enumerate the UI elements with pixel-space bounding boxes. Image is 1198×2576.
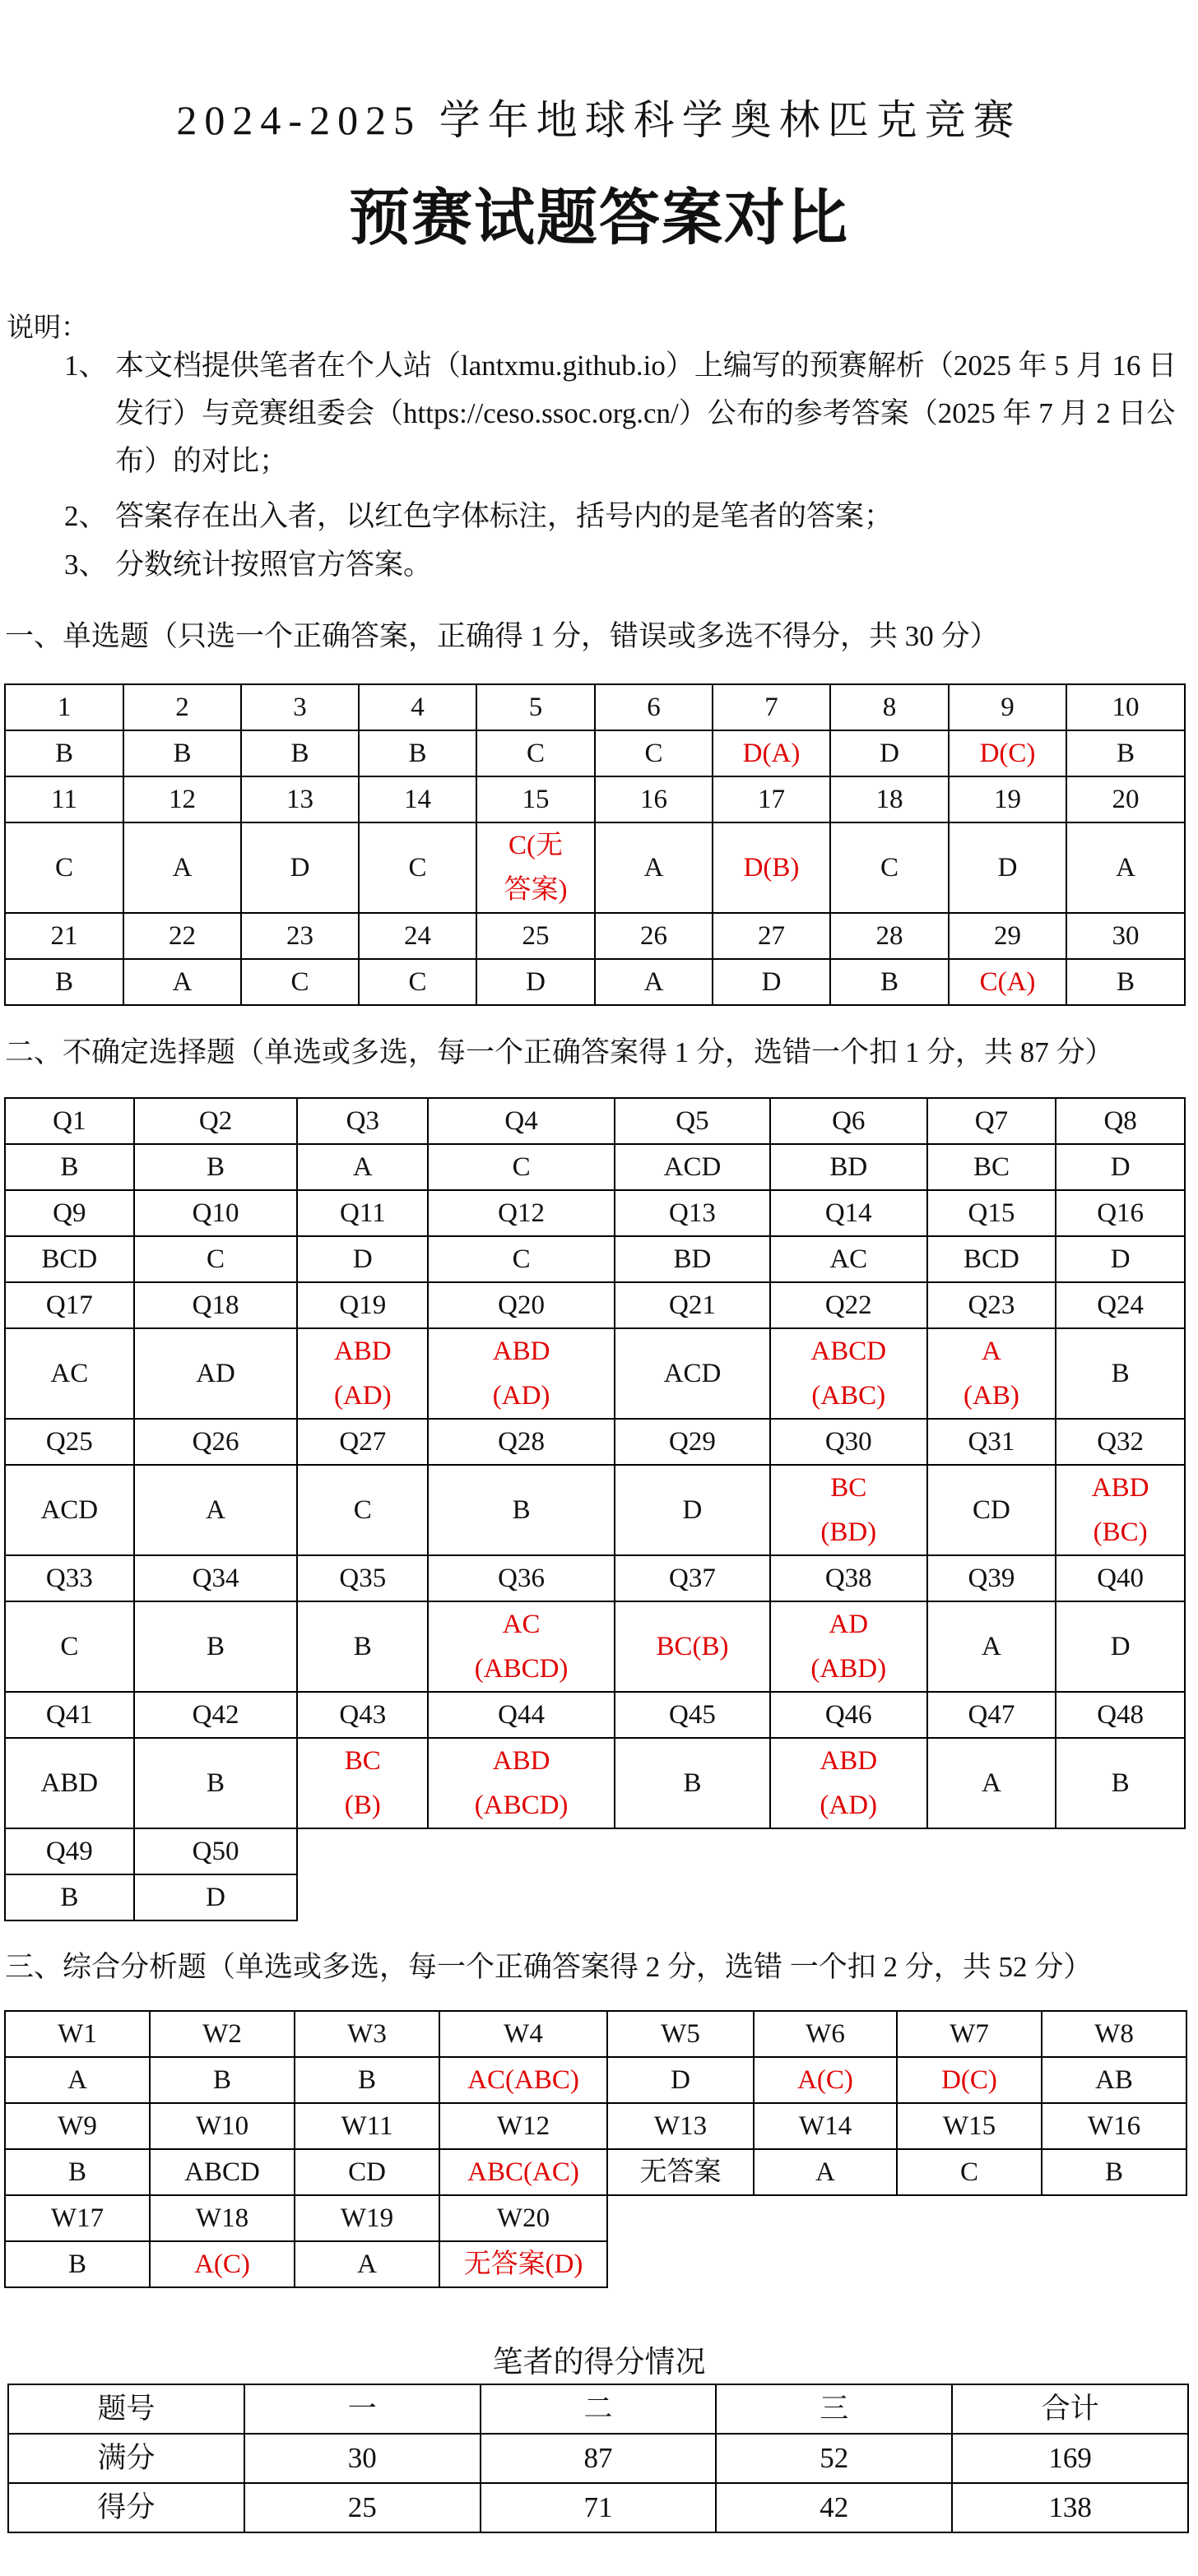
question-number-cell: W17 [5, 2195, 150, 2241]
answer-cell: D [1056, 1144, 1185, 1190]
question-number-cell: 17 [713, 776, 830, 822]
question-number-cell: W19 [295, 2195, 439, 2241]
question-number-cell: Q1 [5, 1098, 134, 1144]
empty-cell [754, 2241, 897, 2287]
question-number-cell: 2 [123, 684, 241, 730]
answer-cell: B [295, 2057, 439, 2103]
question-number-row [5, 913, 1185, 959]
question-number-cell: Q8 [1056, 1098, 1185, 1144]
question-number-cell: Q49 [5, 1828, 134, 1874]
answer-cell: D(C) [897, 2057, 1042, 2103]
note-text: 分数统计按照官方答案。 [115, 549, 433, 581]
answer-cell: A [134, 1465, 298, 1555]
question-number-cell: Q33 [5, 1555, 134, 1601]
question-number-row [5, 2011, 1186, 2057]
answer-cell: BD [615, 1236, 770, 1282]
score-row [8, 2483, 1188, 2532]
question-number-row [5, 684, 1185, 730]
answer-cell: C [359, 822, 476, 913]
answer-cell: B [134, 1144, 298, 1190]
score-row-label: 满分 [8, 2434, 244, 2483]
question-number-cell: W3 [295, 2011, 439, 2057]
answer-cell: B [5, 1144, 134, 1190]
question-number-cell: W11 [295, 2103, 439, 2149]
question-number-cell: Q2 [134, 1098, 298, 1144]
question-number-cell: Q4 [428, 1098, 615, 1144]
question-number-cell: W2 [150, 2011, 295, 2057]
answer-cell: C [134, 1236, 298, 1282]
question-number-cell: 9 [949, 684, 1066, 730]
question-number-cell: W18 [150, 2195, 295, 2241]
empty-cell [897, 2241, 1042, 2287]
question-number-cell: 19 [949, 776, 1066, 822]
answer-row [5, 730, 1185, 776]
answer-cell: B [5, 959, 123, 1005]
question-number-cell: 18 [830, 776, 949, 822]
answer-cell: ABD [5, 1738, 134, 1828]
question-number-cell: Q10 [134, 1190, 298, 1236]
answer-cell: AD (ABD) [770, 1601, 927, 1692]
note-item-1 [0, 342, 1198, 490]
answer-row [5, 822, 1185, 913]
question-number-cell: Q17 [5, 1282, 134, 1328]
answer-cell: BC (B) [297, 1738, 428, 1828]
answer-cell: B [123, 730, 241, 776]
empty-cell [770, 1828, 927, 1874]
single-choice-answer-table [4, 683, 1186, 1006]
empty-cell [607, 2195, 754, 2241]
answer-cell: B [359, 730, 476, 776]
empty-cell [754, 2195, 897, 2241]
answer-cell: B [241, 730, 359, 776]
answer-row [5, 2149, 1186, 2195]
question-number-cell: Q11 [297, 1190, 428, 1236]
question-number-cell: Q29 [615, 1419, 770, 1465]
question-number-cell: Q28 [428, 1419, 615, 1465]
question-number-cell: Q5 [615, 1098, 770, 1144]
question-number-cell: Q21 [615, 1282, 770, 1328]
question-number-cell: 24 [359, 913, 476, 959]
answer-cell: A [123, 822, 241, 913]
question-number-cell: 21 [5, 913, 123, 959]
answer-cell: 无答案 [607, 2149, 754, 2195]
answer-cell: B [830, 959, 949, 1005]
question-number-cell: Q46 [770, 1692, 927, 1738]
answer-cell: A [1066, 822, 1185, 913]
question-number-row [5, 776, 1185, 822]
section-heading-single-choice: 一、单选题（只选一个正确答案，正确得 1 分，错误或多选不得分，共 30 分） [5, 620, 999, 652]
answer-cell: C [476, 730, 595, 776]
question-number-cell: W4 [439, 2011, 607, 2057]
answer-cell: AB [1042, 2057, 1186, 2103]
question-number-cell: W1 [5, 2011, 150, 2057]
question-number-cell: W20 [439, 2195, 607, 2241]
empty-cell [615, 1874, 770, 1920]
question-number-cell: 4 [359, 684, 476, 730]
answer-cell: BC (BD) [770, 1465, 927, 1555]
document-title-line2: 预赛试题答案对比 [349, 183, 849, 253]
question-number-row [5, 1419, 1185, 1465]
question-number-cell: Q22 [770, 1282, 927, 1328]
question-number-cell: Q30 [770, 1419, 927, 1465]
question-number-cell: 25 [476, 913, 595, 959]
answer-cell: C [359, 959, 476, 1005]
question-number-cell: 6 [595, 684, 713, 730]
question-number-cell: Q41 [5, 1692, 134, 1738]
answer-cell: C [428, 1144, 615, 1190]
answer-cell: CD [295, 2149, 439, 2195]
answer-cell: ABD (AD) [297, 1328, 428, 1419]
answer-cell: BC [927, 1144, 1056, 1190]
question-number-cell: 12 [123, 776, 241, 822]
answer-cell: B [1056, 1328, 1185, 1419]
question-number-cell: Q47 [927, 1692, 1056, 1738]
question-number-cell: W12 [439, 2103, 607, 2149]
answer-cell: ABC(AC) [439, 2149, 607, 2195]
question-number-cell: W15 [897, 2103, 1042, 2149]
empty-cell [1042, 2241, 1186, 2287]
score-cell: 138 [952, 2483, 1188, 2532]
empty-cell [615, 1828, 770, 1874]
score-cell: 169 [952, 2434, 1188, 2483]
question-number-cell: Q14 [770, 1190, 927, 1236]
question-number-cell: Q34 [134, 1555, 298, 1601]
answer-cell: A [595, 959, 713, 1005]
score-cell: 一 [244, 2384, 481, 2434]
empty-cell [927, 1828, 1056, 1874]
question-number-cell: W13 [607, 2103, 754, 2149]
question-number-cell: 3 [241, 684, 359, 730]
answer-cell: B [5, 2149, 150, 2195]
multiple-choice-answer-table [4, 1097, 1186, 1921]
score-row [8, 2434, 1188, 2483]
question-number-cell: Q45 [615, 1692, 770, 1738]
question-number-cell: Q23 [927, 1282, 1056, 1328]
answer-cell: D [949, 822, 1066, 913]
question-number-cell: 20 [1066, 776, 1185, 822]
empty-cell [1056, 1828, 1185, 1874]
question-number-cell: W7 [897, 2011, 1042, 2057]
answer-cell: ABCD [150, 2149, 295, 2195]
answer-cell: A (AB) [927, 1328, 1056, 1419]
question-number-cell: Q20 [428, 1282, 615, 1328]
answer-row [5, 1738, 1185, 1828]
empty-cell [1042, 2195, 1186, 2241]
answer-row [5, 1328, 1185, 1419]
question-number-cell: 27 [713, 913, 830, 959]
answer-cell: C [5, 1601, 134, 1692]
question-number-row [5, 2195, 1186, 2241]
empty-cell [297, 1828, 428, 1874]
question-number-cell: 14 [359, 776, 476, 822]
answer-cell: B [150, 2057, 295, 2103]
answer-cell: ACD [615, 1144, 770, 1190]
answer-cell: B [1066, 959, 1185, 1005]
question-number-row [5, 1828, 1185, 1874]
answer-row [5, 1601, 1185, 1692]
question-number-cell: Q18 [134, 1282, 298, 1328]
answer-row [5, 1874, 1185, 1920]
score-row-label: 题号 [8, 2384, 244, 2434]
answer-cell: B [5, 1874, 134, 1920]
question-number-cell: Q12 [428, 1190, 615, 1236]
score-summary-table [7, 2384, 1189, 2533]
question-number-cell: 15 [476, 776, 595, 822]
question-number-cell: Q50 [134, 1828, 298, 1874]
answer-cell: B [615, 1738, 770, 1828]
answer-cell: 无答案(D) [439, 2241, 607, 2287]
empty-cell [897, 2195, 1042, 2241]
answer-cell: C(无 答案) [476, 822, 595, 913]
answer-row [5, 959, 1185, 1005]
question-number-cell: Q43 [297, 1692, 428, 1738]
empty-cell [770, 1874, 927, 1920]
score-cell: 三 [716, 2384, 952, 2434]
answer-cell: D [607, 2057, 754, 2103]
question-number-cell: 7 [713, 684, 830, 730]
score-summary-title: 笔者的得分情况 [492, 2344, 706, 2379]
empty-cell [927, 1874, 1056, 1920]
answer-cell: C [5, 822, 123, 913]
note-text: 答案存在出入者，以红色字体标注，括号内的是笔者的答案； [115, 500, 894, 532]
score-cell: 87 [481, 2434, 717, 2483]
question-number-cell: 29 [949, 913, 1066, 959]
answer-cell: D [134, 1874, 298, 1920]
question-number-cell: W10 [150, 2103, 295, 2149]
question-number-row [5, 2103, 1186, 2149]
score-cell: 52 [716, 2434, 952, 2483]
answer-cell: A(C) [150, 2241, 295, 2287]
answer-cell: D [615, 1465, 770, 1555]
answer-cell: ABCD (ABC) [770, 1328, 927, 1419]
question-number-cell: Q35 [297, 1555, 428, 1601]
answer-cell: C [428, 1236, 615, 1282]
answer-cell: BCD [927, 1236, 1056, 1282]
answer-cell: B [5, 2241, 150, 2287]
answer-cell: ABD (BC) [1056, 1465, 1185, 1555]
answer-cell: D [830, 730, 949, 776]
document-title-line1: 2024-2025 学年地球科学奥林匹克竞赛 [176, 97, 1022, 143]
note-number: 3、 [64, 549, 108, 581]
question-number-cell: Q44 [428, 1692, 615, 1738]
section-heading-comprehensive: 三、综合分析题（单选或多选，每一个正确答案得 2 分，选错 一个扣 2 分，共 52 分） [5, 1951, 1093, 1983]
question-number-cell: Q9 [5, 1190, 134, 1236]
question-number-cell: 1 [5, 684, 123, 730]
answer-cell: A [123, 959, 241, 1005]
question-number-cell: W9 [5, 2103, 150, 2149]
answer-cell: C [897, 2149, 1042, 2195]
answer-cell: D [1056, 1236, 1185, 1282]
answer-cell: D(A) [713, 730, 830, 776]
question-number-cell: 30 [1066, 913, 1185, 959]
score-cell: 25 [244, 2483, 481, 2532]
question-number-row [5, 1190, 1185, 1236]
question-number-cell: 11 [5, 776, 123, 822]
answer-cell: A [297, 1144, 428, 1190]
answer-cell: B [297, 1601, 428, 1692]
answer-cell: D [241, 822, 359, 913]
question-number-row [5, 1692, 1185, 1738]
question-number-cell: Q13 [615, 1190, 770, 1236]
question-number-cell: Q42 [134, 1692, 298, 1738]
question-number-cell: W6 [754, 2011, 897, 2057]
answer-cell: ABD (AD) [428, 1328, 615, 1419]
empty-cell [428, 1828, 615, 1874]
question-number-cell: Q40 [1056, 1555, 1185, 1601]
question-number-cell: 26 [595, 913, 713, 959]
question-number-cell: 13 [241, 776, 359, 822]
answer-cell: B [428, 1465, 615, 1555]
answer-cell: A [927, 1601, 1056, 1692]
answer-cell: ABD (ABCD) [428, 1738, 615, 1828]
answer-cell: ABD (AD) [770, 1738, 927, 1828]
section-heading-multiple-choice: 二、不确定选择题（单选或多选，每一个正确答案得 1 分，选错一个扣 1 分，共 87 分） [5, 1036, 1114, 1068]
question-number-row [5, 1282, 1185, 1328]
answer-cell: ACD [615, 1328, 770, 1419]
answer-cell: C(A) [949, 959, 1066, 1005]
question-number-cell: Q37 [615, 1555, 770, 1601]
question-number-cell: Q48 [1056, 1692, 1185, 1738]
question-number-cell: Q7 [927, 1098, 1056, 1144]
note-item-2 [0, 493, 1198, 540]
answer-cell: A [754, 2149, 897, 2195]
answer-cell: D [297, 1236, 428, 1282]
answer-cell: BC(B) [615, 1601, 770, 1692]
score-header-row [8, 2384, 1188, 2434]
question-number-cell: W16 [1042, 2103, 1186, 2149]
answer-cell: B [1066, 730, 1185, 776]
answer-row [5, 2057, 1186, 2103]
answer-cell: B [5, 730, 123, 776]
answer-cell: A [295, 2241, 439, 2287]
answer-cell: AC(ABC) [439, 2057, 607, 2103]
note-number: 2、 [64, 500, 108, 532]
comprehensive-answer-table [4, 2010, 1187, 2288]
answer-cell: CD [927, 1465, 1056, 1555]
answer-row [5, 1465, 1185, 1555]
score-cell: 二 [481, 2384, 717, 2434]
answer-cell: C [595, 730, 713, 776]
question-number-cell: 16 [595, 776, 713, 822]
question-number-row [5, 1098, 1185, 1144]
question-number-cell: Q24 [1056, 1282, 1185, 1328]
question-number-row [5, 1555, 1185, 1601]
answer-cell: AD [134, 1328, 298, 1419]
question-number-cell: Q25 [5, 1419, 134, 1465]
question-number-cell: Q27 [297, 1419, 428, 1465]
question-number-cell: W14 [754, 2103, 897, 2149]
question-number-cell: 28 [830, 913, 949, 959]
question-number-cell: 22 [123, 913, 241, 959]
answer-row [5, 1144, 1185, 1190]
score-cell: 71 [481, 2483, 717, 2532]
empty-cell [297, 1874, 428, 1920]
question-number-cell: Q16 [1056, 1190, 1185, 1236]
answer-cell: AC (ABCD) [428, 1601, 615, 1692]
answer-cell: D [1056, 1601, 1185, 1692]
empty-cell [607, 2241, 754, 2287]
question-number-cell: Q15 [927, 1190, 1056, 1236]
answer-cell: BCD [5, 1236, 134, 1282]
answer-cell: D [476, 959, 595, 1005]
answer-cell: AC [770, 1236, 927, 1282]
question-number-cell: Q26 [134, 1419, 298, 1465]
empty-cell [428, 1874, 615, 1920]
answer-row [5, 2241, 1186, 2287]
answer-cell: B [1042, 2149, 1186, 2195]
score-cell: 30 [244, 2434, 481, 2483]
question-number-cell: Q32 [1056, 1419, 1185, 1465]
answer-cell: B [134, 1738, 298, 1828]
question-number-cell: Q38 [770, 1555, 927, 1601]
answer-cell: C [830, 822, 949, 913]
question-number-cell: Q36 [428, 1555, 615, 1601]
question-number-cell: Q6 [770, 1098, 927, 1144]
answer-cell: D(C) [949, 730, 1066, 776]
note-item-3 [0, 541, 1198, 589]
answer-cell: D(B) [713, 822, 830, 913]
question-number-cell: Q3 [297, 1098, 428, 1144]
answer-cell: C [297, 1465, 428, 1555]
answer-cell: BD [770, 1144, 927, 1190]
question-number-cell: 5 [476, 684, 595, 730]
score-cell: 合计 [952, 2384, 1188, 2434]
question-number-cell: 23 [241, 913, 359, 959]
score-row-label: 得分 [8, 2483, 244, 2532]
answer-row [5, 1236, 1185, 1282]
answer-cell: B [1056, 1738, 1185, 1828]
question-number-cell: W8 [1042, 2011, 1186, 2057]
question-number-cell: Q19 [297, 1282, 428, 1328]
score-cell: 42 [716, 2483, 952, 2532]
question-number-cell: Q39 [927, 1555, 1056, 1601]
answer-cell: A(C) [754, 2057, 897, 2103]
question-number-cell: Q31 [927, 1419, 1056, 1465]
answer-cell: B [134, 1601, 298, 1692]
answer-cell: C [241, 959, 359, 1005]
question-number-cell: 10 [1066, 684, 1185, 730]
notes-heading: 说明： [7, 313, 88, 343]
answer-cell: A [927, 1738, 1056, 1828]
answer-cell: AC [5, 1328, 134, 1419]
answer-cell: D [713, 959, 830, 1005]
question-number-cell: W5 [607, 2011, 754, 2057]
answer-cell: A [595, 822, 713, 913]
question-number-cell: 8 [830, 684, 949, 730]
note-number: 1、 [64, 350, 108, 382]
note-text: 本文档提供笔者在个人站（lantxmu.github.io）上编写的预赛解析（2025 年 5 月 16 日发行）与竞赛组委会（https://ceso.ssoc.org.cn/）公布的参考答案（2025 年 7 月 2 日公布）的对比； [115, 350, 1177, 477]
answer-cell: A [5, 2057, 150, 2103]
answer-cell: ACD [5, 1465, 134, 1555]
empty-cell [1056, 1874, 1185, 1920]
